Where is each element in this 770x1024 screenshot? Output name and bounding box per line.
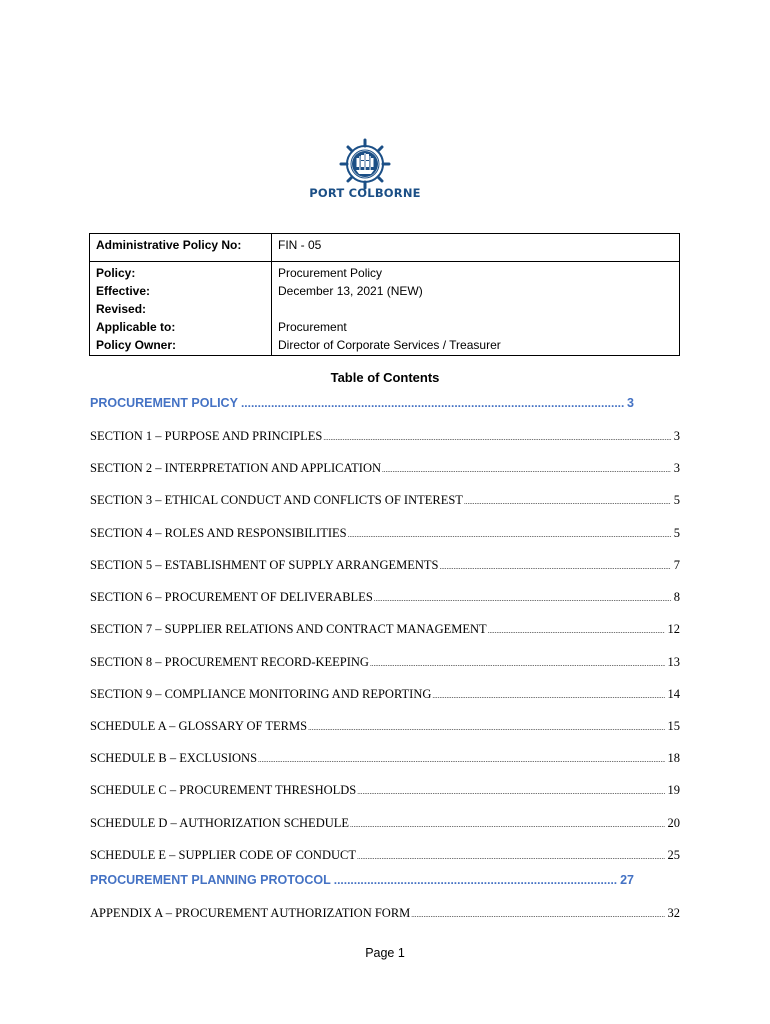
- toc-entry-page: 3: [673, 429, 680, 443]
- policy-owner-value: Director of Corporate Services / Treasurer: [278, 338, 501, 352]
- policy-info-table: [89, 233, 680, 356]
- toc-entry-page: 12: [667, 622, 680, 636]
- toc-leader: [439, 563, 670, 571]
- toc-leader: [334, 873, 617, 887]
- applicable-to-label: Applicable to:: [96, 320, 176, 334]
- toc-leader: [323, 434, 670, 442]
- toc-entry-schedule-b[interactable]: [90, 751, 680, 766]
- toc-leader: [411, 911, 664, 919]
- toc-leader: [241, 396, 624, 410]
- policy-details-labels: [90, 262, 272, 356]
- toc-entry-section-1[interactable]: [90, 429, 680, 444]
- toc-entry-page: 13: [667, 655, 680, 669]
- policy-number-value: FIN - 05: [272, 234, 680, 262]
- toc-entry-text: PROCUREMENT POLICY: [90, 396, 238, 410]
- port-colborne-logo: [294, 138, 436, 204]
- policy-number-label: Administrative Policy No:: [90, 234, 272, 262]
- toc-entry-section-4[interactable]: [90, 526, 680, 541]
- toc-leader: [308, 724, 664, 732]
- toc-entry-appendix-a[interactable]: [90, 906, 680, 921]
- toc-entry-section-6[interactable]: [90, 590, 680, 605]
- toc-leader: [258, 756, 664, 764]
- policy-details-values: [272, 262, 680, 356]
- toc-entry-text: SCHEDULE E – SUPPLIER CODE OF CONDUCT: [90, 848, 356, 862]
- toc-entry-page: 7: [673, 558, 680, 572]
- effective-label: Effective:: [96, 284, 151, 298]
- toc-entry-page: 3: [627, 396, 634, 410]
- toc-entry-page: 5: [673, 493, 680, 507]
- toc-entry-text: SECTION 3 – ETHICAL CONDUCT AND CONFLICTS OF INTEREST: [90, 493, 463, 507]
- toc-entry-page: 5: [673, 526, 680, 540]
- revised-label: Revised:: [96, 302, 147, 316]
- toc-leader: [357, 788, 664, 796]
- toc-entry-page: 27: [620, 873, 634, 887]
- toc-entry-schedule-c[interactable]: [90, 783, 680, 798]
- toc-entry-page: 15: [667, 719, 680, 733]
- toc-entry-text: SCHEDULE A – GLOSSARY OF TERMS: [90, 719, 308, 733]
- toc-entry-section-2[interactable]: [90, 461, 680, 476]
- toc-entry-page: 18: [667, 751, 680, 765]
- toc-entry-page: 19: [667, 783, 680, 797]
- toc-entry-section-8[interactable]: [90, 655, 680, 670]
- toc-entry-section-9[interactable]: [90, 687, 680, 702]
- toc-entry-text: SECTION 4 – ROLES AND RESPONSIBILITIES: [90, 526, 347, 540]
- toc-leader: [464, 498, 671, 506]
- toc-entry-procurement-planning-protocol[interactable]: [90, 873, 634, 887]
- toc-entry-text: SCHEDULE C – PROCUREMENT THRESHOLDS: [90, 783, 357, 797]
- toc-entry-text: SECTION 8 – PROCUREMENT RECORD-KEEPING: [90, 655, 369, 669]
- page-number: Page 1: [365, 946, 405, 960]
- toc-leader: [350, 821, 664, 829]
- policy-details-row: [90, 262, 680, 356]
- revised-value: [278, 300, 673, 318]
- policy-value: Procurement Policy: [278, 266, 383, 280]
- toc-entry-page: 32: [667, 906, 680, 920]
- toc-entry-schedule-e[interactable]: [90, 848, 680, 863]
- toc-entry-text: SECTION 6 – PROCUREMENT OF DELIVERABLES: [90, 590, 373, 604]
- toc-entry-text: SECTION 1 – PURPOSE AND PRINCIPLES: [90, 429, 323, 443]
- toc-leader: [432, 692, 664, 700]
- toc-entry-page: 20: [667, 816, 680, 830]
- toc-entry-page: 3: [673, 461, 680, 475]
- effective-value: December 13, 2021 (NEW): [278, 284, 423, 298]
- toc-entry-text: APPENDIX A – PROCUREMENT AUTHORIZATION FORM: [90, 906, 411, 920]
- toc-entry-section-3[interactable]: [90, 493, 680, 508]
- policy-owner-label: Policy Owner:: [96, 338, 177, 352]
- policy-label: Policy:: [96, 266, 136, 280]
- logo-wordmark: PORT COLBORNE: [309, 186, 421, 200]
- toc-entry-page: 8: [673, 590, 680, 604]
- toc-entry-text: SECTION 7 – SUPPLIER RELATIONS AND CONTRACT MANAGEMENT: [90, 622, 487, 636]
- toc-entry-text: SECTION 9 – COMPLIANCE MONITORING AND REPORTING: [90, 687, 432, 701]
- toc-leader: [382, 466, 671, 474]
- toc-entry-section-5[interactable]: [90, 558, 680, 573]
- toc-entry-page: 14: [667, 687, 680, 701]
- toc-entry-schedule-d[interactable]: [90, 816, 680, 831]
- toc-leader: [370, 660, 665, 668]
- toc-entry-text: SECTION 2 – INTERPRETATION AND APPLICATION: [90, 461, 382, 475]
- toc-leader: [348, 531, 671, 539]
- toc-leader: [374, 595, 671, 603]
- toc-leader: [357, 853, 665, 861]
- toc-entry-page: 25: [667, 848, 680, 862]
- toc-entry-text: SECTION 5 – ESTABLISHMENT OF SUPPLY ARRANGEMENTS: [90, 558, 439, 572]
- applicable-to-value: Procurement: [278, 320, 347, 334]
- toc-entry-text: SCHEDULE D – AUTHORIZATION SCHEDULE: [90, 816, 350, 830]
- toc-entry-text: PROCUREMENT PLANNING PROTOCOL: [90, 873, 331, 887]
- policy-number-row: [90, 234, 680, 262]
- toc-entry-section-7[interactable]: [90, 622, 680, 637]
- toc-title: Table of Contents: [330, 370, 440, 385]
- toc-leader: [488, 627, 665, 635]
- toc-entry-procurement-policy[interactable]: [90, 396, 634, 410]
- ships-wheel-icon: [330, 138, 400, 190]
- toc-entry-text: SCHEDULE B – EXCLUSIONS: [90, 751, 258, 765]
- toc-entry-schedule-a[interactable]: [90, 719, 680, 734]
